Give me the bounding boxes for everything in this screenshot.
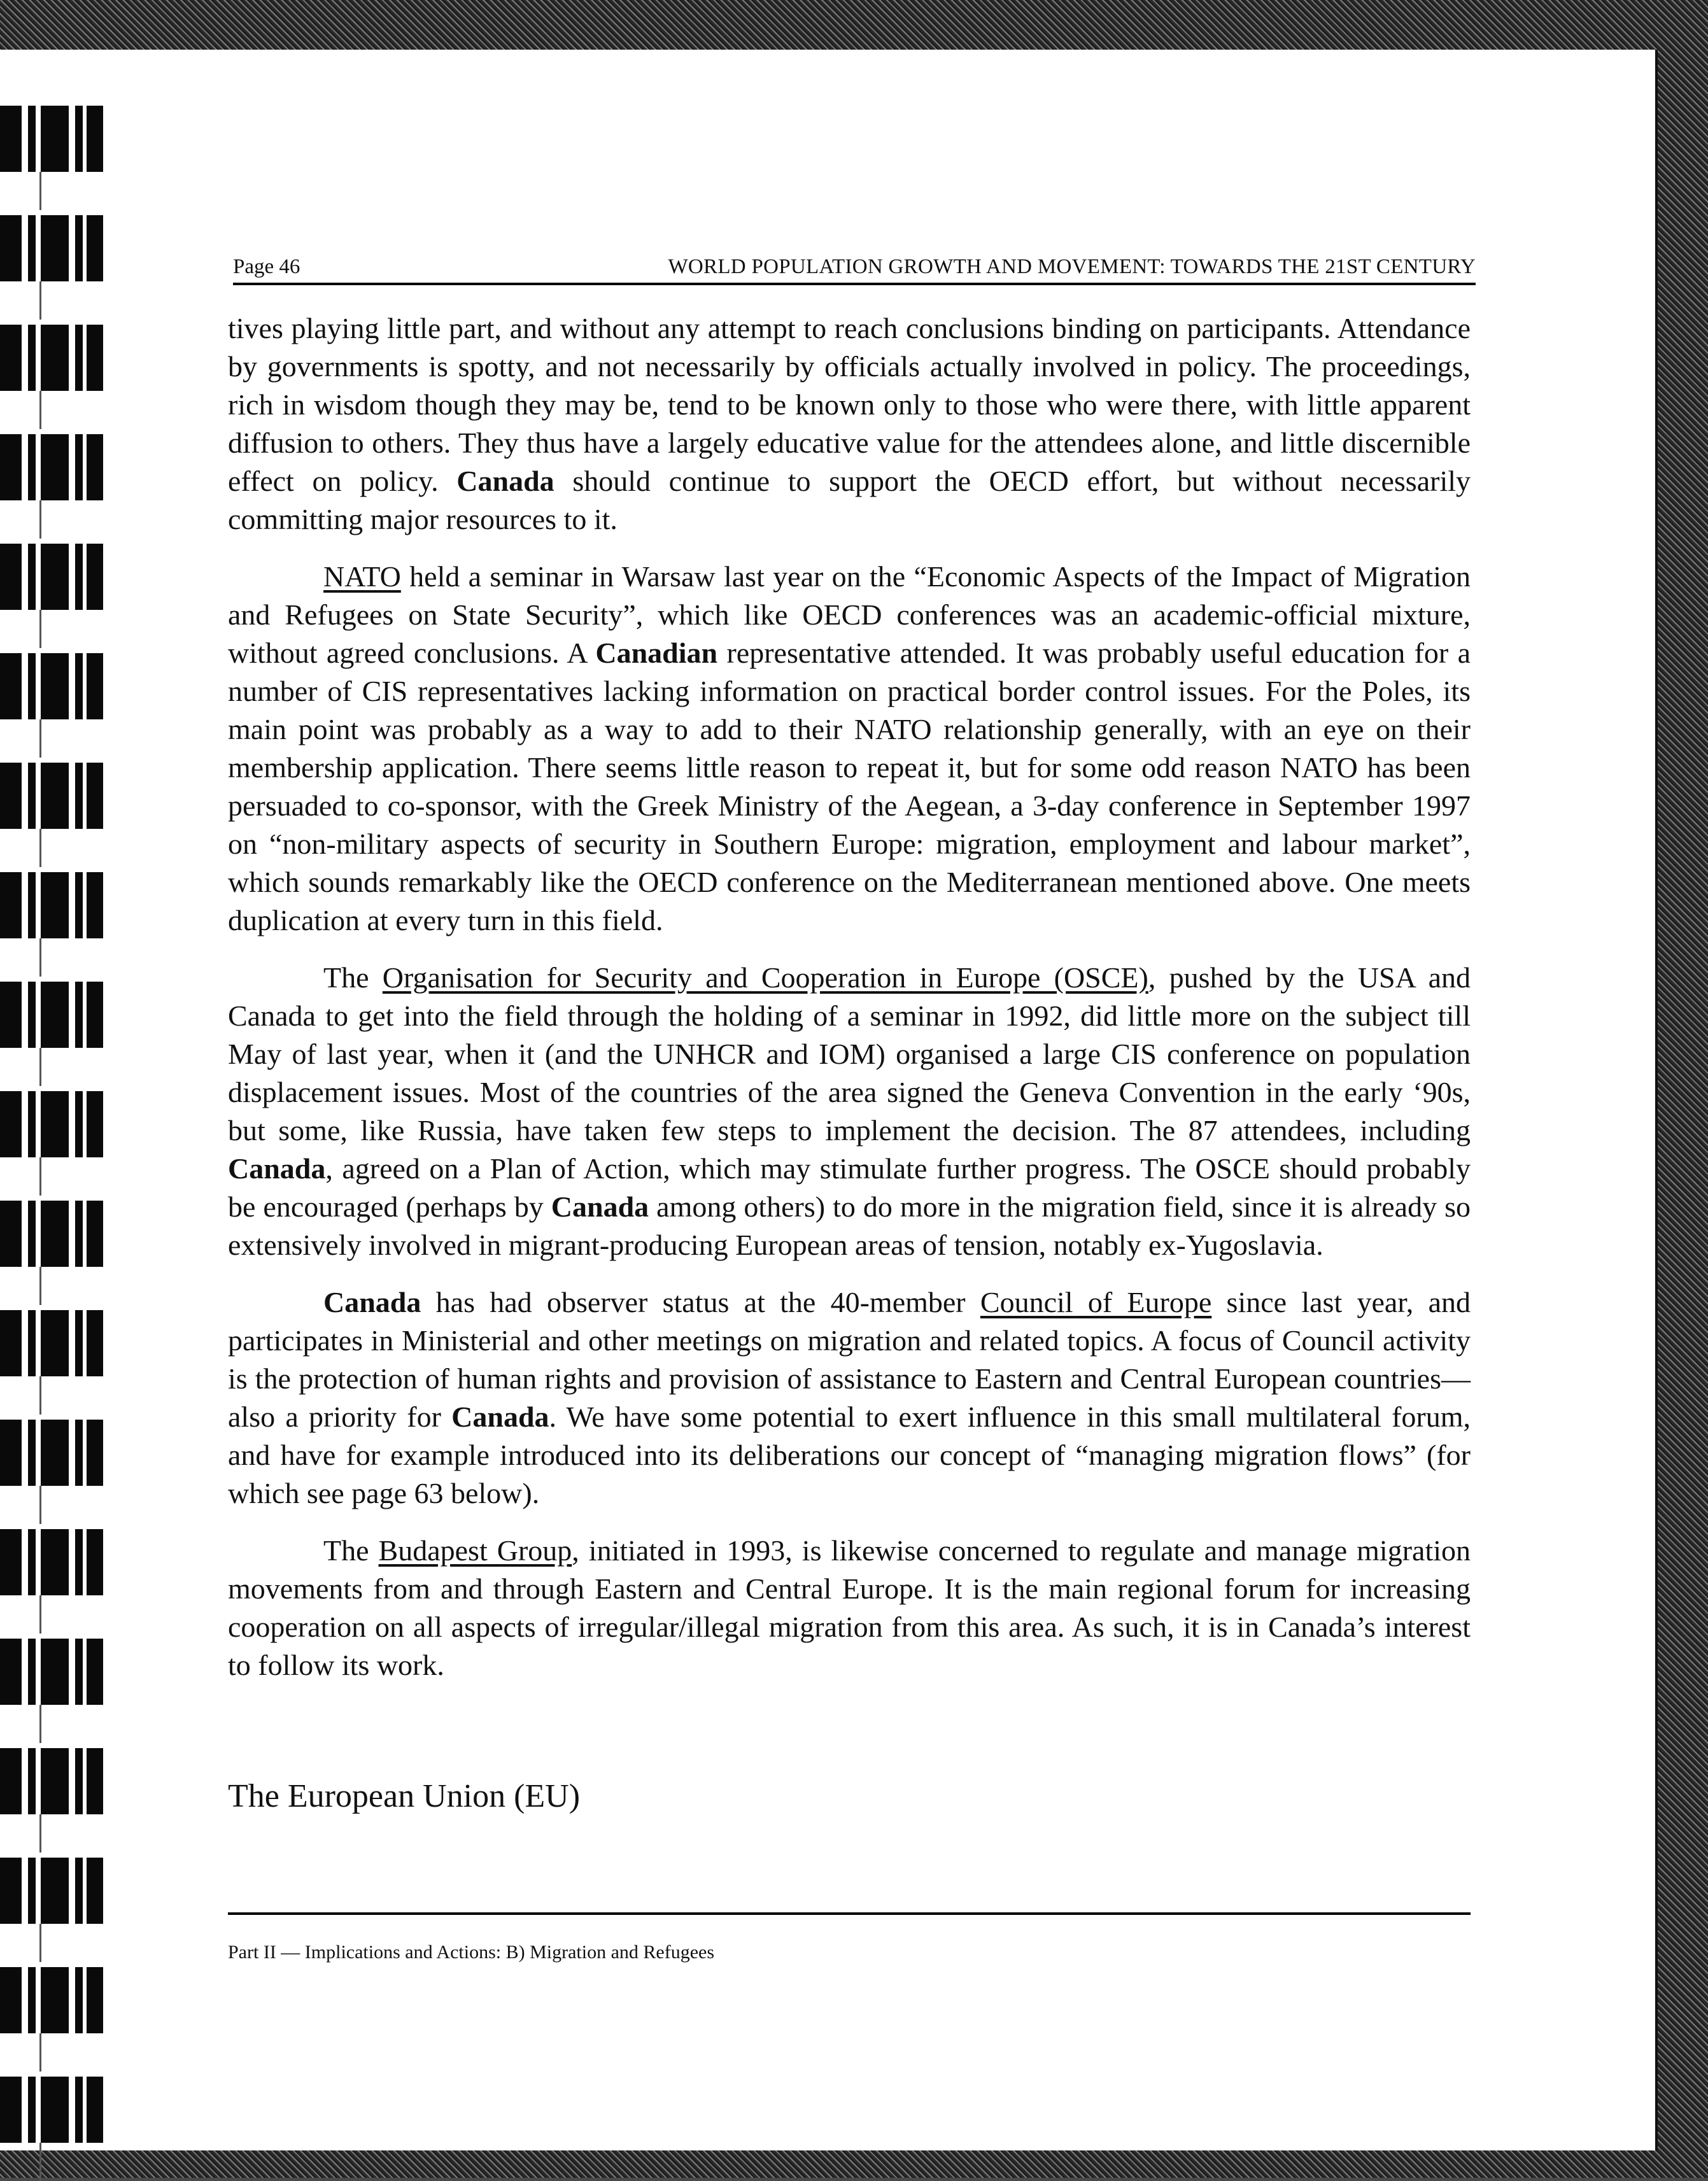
binding-ring — [0, 1743, 105, 1819]
underlined-council-of-europe: Council of Europe — [980, 1286, 1212, 1318]
paragraph-text: among others) to do more in the migration field, since it is already so extensively involved in migrant-producing European areas of tension, notably ex-Yugoslavia. — [228, 1190, 1471, 1261]
binding-ring — [0, 1086, 105, 1162]
bold-canada: Canada — [323, 1286, 421, 1318]
binding-ring — [0, 210, 105, 286]
underlined-budapest-group: Budapest Group — [378, 1534, 572, 1567]
binding-ring — [0, 429, 105, 505]
running-title: WORLD POPULATION GROWTH AND MOVEMENT: TOWARDS THE 21ST CENTURY — [668, 255, 1476, 278]
body-text — [228, 309, 1471, 1704]
paragraph-text: since last year, and participates in Ministerial and other meetings on migration and related topics. A focus of Council activity is the protection of human rights and provision of assistance to Eastern and Central European countries—also a priority for — [228, 1286, 1471, 1433]
binding-ring — [0, 648, 105, 724]
binding-ring — [0, 2072, 105, 2148]
paragraph-osce — [228, 959, 1471, 1264]
binding-ring — [0, 1196, 105, 1272]
paragraph-budapest-group — [228, 1532, 1471, 1684]
paragraph-nato — [228, 558, 1471, 940]
section-heading: The European Union (EU) — [228, 1778, 581, 1814]
binding-ring — [0, 1305, 105, 1381]
page-header — [233, 247, 1476, 285]
binding-ring — [0, 758, 105, 834]
binding-ring — [0, 977, 105, 1053]
bold-canadian: Canadian — [595, 637, 718, 669]
binding-ring — [0, 320, 105, 396]
paragraph-text: , agreed on a Plan of Action, which may stimulate further progress. The OSCE should probably be encouraged (perhaps by — [228, 1152, 1471, 1223]
underlined-nato: NATO — [323, 560, 401, 593]
page-footer: Part II — Implications and Actions: B) Migration and Refugees — [228, 1942, 715, 1963]
bold-canada: Canada — [451, 1401, 549, 1433]
footer-rule — [228, 1912, 1471, 1915]
spiral-binding — [0, 50, 108, 2150]
binding-ring — [0, 867, 105, 943]
binding-ring — [0, 1634, 105, 1710]
paragraph-text: , initiated in 1993, is likewise concerned to regulate and manage migration movements from and through Eastern and Central Europe. It is the main regional forum for increasing cooperation on all aspects of irregular/illegal migration from this area. As such, it is in Canada’s interest to follow its work. — [228, 1534, 1471, 1681]
paragraph-text: representative attended. It was probably useful education for a number of CIS representatives lacking information on practical border control issues. For the Poles, its main point was probably as a way to add to their NATO relationship generally, with an eye on their membership application. There seems little reason to repeat it, but for some odd reason NATO has been persuaded to co-sponsor, with the Greek Ministry of the Aegean, a 3-day conference in September 1997 on “non-military aspects of security in Southern Europe: migration, employment and labour market”, which sounds remarkably like the OECD conference on the Mediterranean mentioned above. One meets duplication at every turn in this field. — [228, 637, 1471, 936]
binding-ring — [0, 539, 105, 615]
paragraph-text: , pushed by the USA and Canada to get into the field through the holding of a seminar in 1992, did little more on the subject till May of last year, when it (and the UNHCR and IOM) organised a large CIS conference on population displacement issues. Most of the countries of the area signed the Geneva Convention in the early ‘90s, but some, like Russia, have taken few steps to implement the decision. The 87 attendees, including — [228, 961, 1471, 1147]
paragraph-oecd — [228, 309, 1471, 539]
paragraph-text: The — [323, 1534, 379, 1567]
binding-ring — [0, 1853, 105, 1929]
bold-canada: Canada — [456, 465, 554, 497]
binding-ring — [0, 1524, 105, 1600]
paragraph-text: has had observer status at the 40-member — [421, 1286, 980, 1318]
paragraph-text: . We have some potential to exert influence in this small multilateral forum, and have for example introduced into its deliberations our concept of “managing migration flows” (for which see page 63 below). — [228, 1401, 1471, 1509]
binding-ring — [0, 1962, 105, 2038]
paragraph-text: held a seminar in Warsaw last year on the “Economic Aspects of the Impact of Migration and Refugees on State Security”, which like OECD conferences was an academic-official mixture, without agreed conclusions. A — [228, 560, 1471, 669]
paragraph-text: tives playing little part, and without any attempt to reach conclusions binding on participants. Attendance by governments is spotty, and not necessarily by officials actually involved in policy. The proceedings, rich in wisdom though they may be, tend to be known only to those who were there, with little apparent diffusion to others. They thus have a largely educative value for the attendees alone, and little discernible effect on policy. — [228, 312, 1471, 497]
binding-ring — [0, 101, 105, 177]
page-number: Page 46 — [233, 255, 300, 278]
bold-canada: Canada — [228, 1152, 326, 1185]
bold-canada: Canada — [551, 1190, 649, 1223]
binding-ring — [0, 1415, 105, 1491]
underlined-osce: Organisation for Security and Cooperation in Europe (OSCE) — [382, 961, 1148, 994]
paragraph-text: The — [323, 961, 383, 994]
paragraph-council-of-europe — [228, 1283, 1471, 1513]
paragraph-text: should continue to support the OECD effort, but without necessarily committing major resources to it. — [228, 465, 1471, 535]
